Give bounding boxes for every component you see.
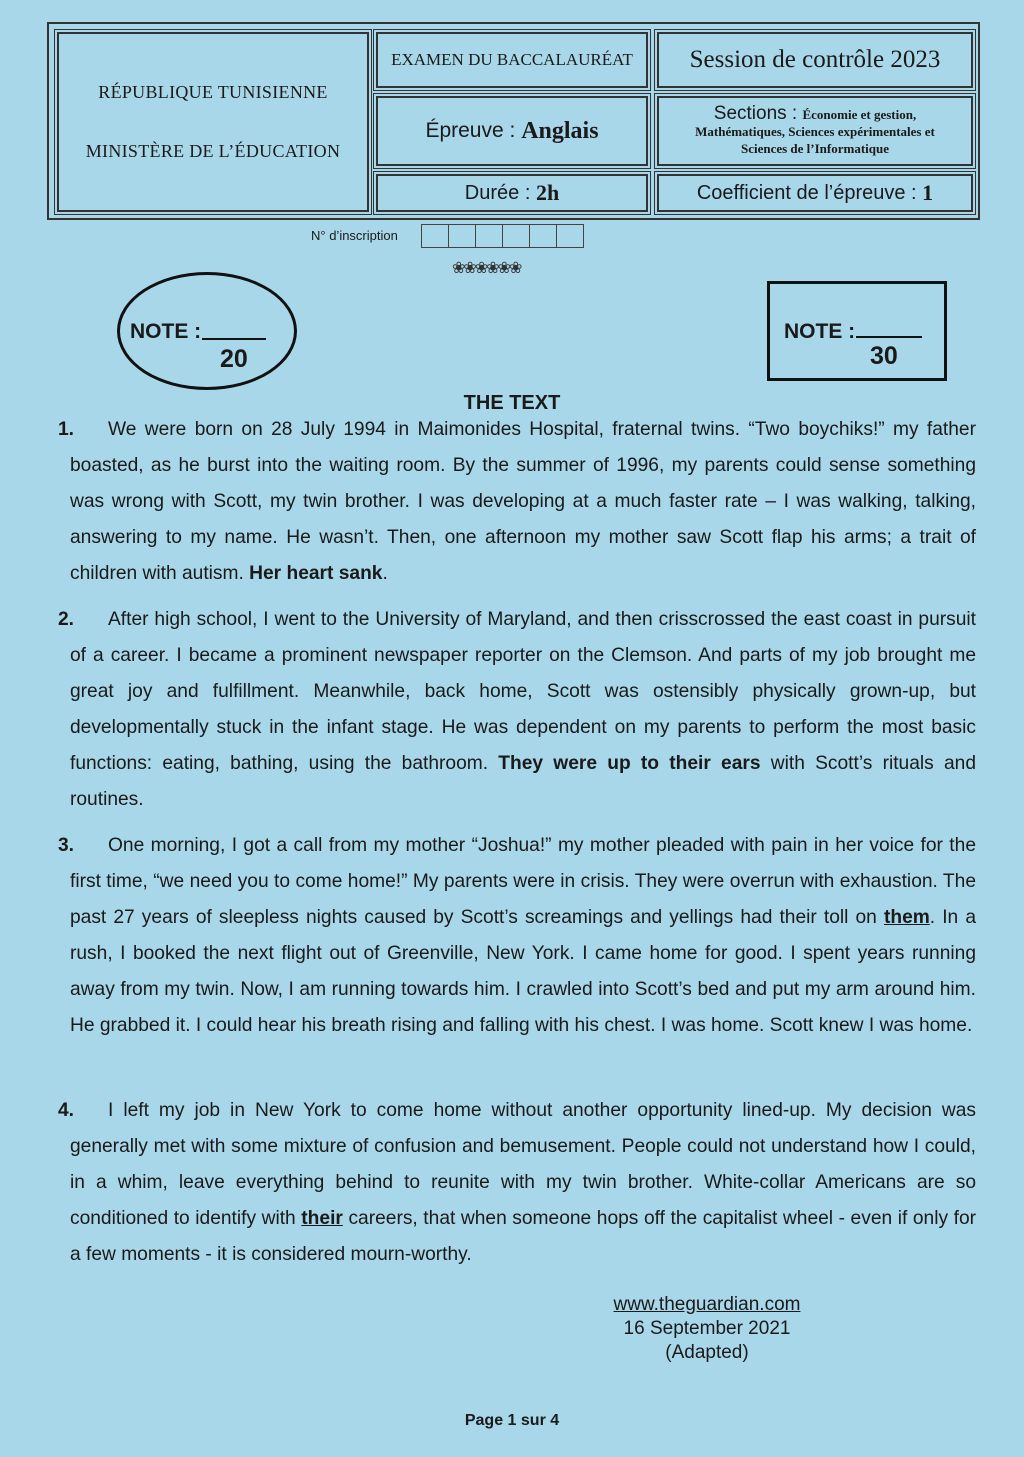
source-date: 16 September 2021	[623, 1318, 791, 1339]
inscription-digit-box[interactable]	[556, 224, 584, 248]
paragraph-text	[70, 1093, 976, 1273]
paragraph-number: 4.	[58, 1100, 75, 1121]
paragraph-text-run: One morning, I got a call from my mother “Joshua!” my mother pleaded with pain in her voice for the first time, “we need you to come home!” My parents were in crisis. They were overrun with exhaustion. The past 27 years of sleepless nights caused by Scott’s screamings and yellings had their toll on	[70, 835, 976, 928]
decorative-flowers: ❀❀❀❀❀❀	[452, 260, 521, 277]
paragraph-2	[58, 602, 976, 818]
institution-cell	[57, 32, 369, 212]
paragraph-text-run: . In a rush, I booked the next flight out of Greenville, New York. I came home for good. I spent years running away from my twin. Now, I am running towards him. I crawled into Scott’s bed and put my arm around him. He grabbed it. I could hear his breath rising and falling with his chest. I was home. Scott knew I was home.	[70, 907, 976, 1036]
paragraph-text-run: We were born on 28 July 1994 in Maimonides Hospital, fraternal twins. “Two boychiks!” my father boasted, as he burst into the waiting room. By the summer of 1996, my parents could sense something was wrong with Scott, my twin brother. I was developing at a much faster rate – I was walking, talking, answering to my name. He wasn’t. Then, one afternoon my mother saw Scott flap his arms; a trait of children with autism.	[70, 419, 976, 584]
paragraph-number: 2.	[58, 609, 75, 630]
sections-cell	[657, 96, 973, 166]
paragraph-text-run: .	[382, 563, 388, 584]
page-number: Page 1 sur 4	[464, 1412, 560, 1429]
note-blank-line	[856, 336, 922, 338]
paragraph-4	[58, 1093, 977, 1273]
coefficient-cell	[657, 174, 973, 212]
inscription-digit-box[interactable]	[475, 224, 503, 248]
highlighted-phrase: They were up to their ears	[498, 753, 761, 774]
paragraph-text	[70, 828, 976, 1044]
note-total: 20	[220, 345, 248, 373]
paragraph-number: 1.	[58, 419, 75, 440]
paragraph-text-run: I left my job in New York to come home without another opportunity lined-up. My decision was generally met with some mixture of confusion and bemusement. People could not understand how I could, in a whim, leave everything behind to reunite with my twin brother. White-collar Americans are so conditioned to identify with	[70, 1100, 976, 1229]
session-title: Session de contrôle 2023	[657, 32, 973, 88]
coefficient-label: Coefficient de l’épreuve :	[696, 181, 917, 204]
paragraph-1	[58, 412, 976, 592]
inscription-digit-box[interactable]	[529, 224, 557, 248]
sections-label: Sections :	[713, 103, 803, 124]
paragraph-text-run: After high school, I went to the University of Maryland, and then crisscrossed the east coast in pursuit of a career. I became a prominent newspaper reporter on the Clemson. And parts of my job brought me great joy and fulfillment. Meanwhile, back home, Scott was ostensibly physically grown-up, but developmentally stuck in the infant stage. He was dependent on my parents to perform the most basic functions: eating, bathing, using the bathroom.	[70, 609, 976, 774]
exam-title: EXAMEN DU BACCALAURÉAT	[376, 32, 648, 88]
paragraph-text-run: with Scott’s rituals and routines.	[70, 753, 976, 810]
paragraph-text-run: careers, that when someone hops off the capitalist wheel - even if only for a few moments - it is considered mourn-worthy.	[70, 1208, 977, 1265]
note-total: 30	[870, 342, 898, 370]
inscription-digit-box[interactable]	[502, 224, 530, 248]
subject-value: Anglais	[521, 117, 599, 144]
duration-value: 2h	[535, 180, 560, 205]
source-note: (Adapted)	[665, 1342, 749, 1363]
inscription-boxes[interactable]	[422, 224, 584, 248]
source-citation	[580, 1293, 834, 1365]
duration-label: Durée :	[464, 181, 531, 204]
paragraph-number: 3.	[58, 835, 75, 856]
country-name: RÉPUBLIQUE TUNISIENNE	[98, 82, 328, 102]
exam-header	[47, 22, 980, 220]
note-label: NOTE :	[784, 320, 856, 343]
note-oval	[117, 272, 297, 390]
inscription-digit-box[interactable]	[421, 224, 449, 248]
sections-line2: Mathématiques, Sciences expérimentales et	[695, 124, 935, 139]
note-label: NOTE :	[130, 320, 202, 343]
underlined-reference-word: them	[883, 907, 930, 928]
ministry-name: MINISTÈRE DE L’ÉDUCATION	[85, 141, 341, 161]
sections-line3: Sciences de l’Informatique	[740, 141, 890, 156]
coefficient-value: 1	[922, 180, 934, 205]
paragraph-text	[70, 602, 976, 818]
paragraph-text	[70, 412, 976, 592]
paragraph-3	[58, 828, 976, 1044]
inscription-digit-box[interactable]	[448, 224, 476, 248]
subject-cell	[376, 96, 648, 166]
subject-label: Épreuve :	[425, 119, 516, 142]
text-title: THE TEXT	[463, 392, 561, 414]
underlined-reference-word: their	[301, 1208, 343, 1229]
note-blank-line	[202, 338, 266, 340]
source-url[interactable]: www.theguardian.com	[613, 1294, 801, 1315]
inscription-label: N° d’inscription	[311, 228, 398, 243]
sections-line1: Économie et gestion,	[802, 107, 917, 122]
note-box	[767, 281, 947, 381]
duration-cell	[376, 174, 648, 212]
highlighted-phrase: Her heart sank	[249, 563, 383, 584]
